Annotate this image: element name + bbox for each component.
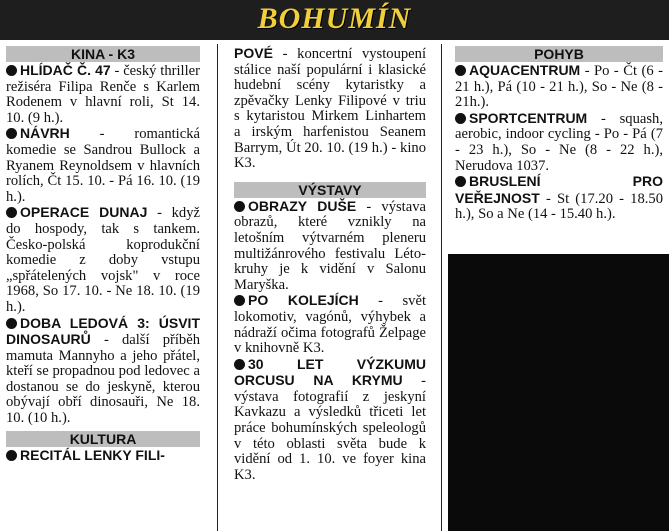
list-item	[6, 63, 200, 126]
list-item	[6, 126, 200, 205]
bullet-icon	[234, 359, 245, 370]
list-item	[455, 111, 663, 174]
item-title: RECITÁL LENKY FILI-	[20, 446, 165, 463]
bullet-icon	[6, 65, 17, 76]
item-title: DOBA LEDOVÁ 3: ÚSVIT DINOSAURŮ	[6, 314, 200, 348]
item-title: PO KOLEJÍCH	[248, 292, 359, 309]
list-item	[234, 293, 426, 356]
bullet-icon	[6, 207, 17, 218]
masthead	[0, 0, 669, 40]
item-text: - výstava fotografií z jeskyní Kavkazu a výsledků třiceti let práce bohumínských speleologů v této oblasti světa bude k vidění od 1. 10. ve foyer kina K3.	[234, 373, 426, 483]
item-title: NÁVRH	[20, 125, 70, 142]
redacted-area	[448, 254, 669, 531]
list-item	[455, 63, 663, 111]
bullet-icon	[455, 176, 466, 187]
bullet-icon	[6, 128, 17, 139]
column-divider	[441, 44, 442, 531]
list-item	[234, 199, 426, 294]
item-text: - koncertní vystoupení stálice naší populární i klasické hudební scény kytaristky a zpěvačky Lenky Filipové v triu s kytaristou Mirkem Linhartem a irským harfenistou Seanem Barrym, Út 20. 10. (19 h.) - kino K3.	[234, 46, 426, 172]
bullet-icon	[234, 295, 245, 306]
item-text: - svět lokomotiv, vagónů, výhybek a nádraží očima fotografů Želpage v knihovně K3.	[234, 293, 426, 357]
section-heading-kina: KINA - K3	[6, 46, 200, 62]
section-heading-pohyb: POHYB	[455, 46, 663, 62]
item-text: - když do hospody, tak s tankem. Česko-polská koprodukční komedie z doby vstupu „spřátelených vojsk" v roce 1968, So 17. 10. - Ne 18. 10. (19 h.).	[6, 205, 200, 315]
item-text: - další příběh mamuta Mannyho a jeho přátel, kteří se propadnou pod ledovec a dostanou se do jeskyně, kterou obývají obří dinosauři, Ne 18. 10. (10 h.).	[6, 332, 200, 427]
bullet-icon	[455, 65, 466, 76]
column-middle	[234, 46, 426, 483]
item-title: AQUACENTRUM	[469, 62, 581, 78]
item-text: - squash, aerobic, indoor cycling - Po - Pá (7 - 23 h.), So - Ne (8 - 22 h.), Nerudova 1037.	[455, 110, 663, 174]
column-kina	[6, 46, 200, 464]
item-text: - romantická komedie se Sandrou Bullock a Ryanem Reynoldsem v hlavních rolích, Čt 15. 10. - Pá 16. 10. (19 h.).	[6, 126, 200, 205]
list-item	[234, 46, 426, 172]
column-pohyb	[455, 46, 663, 223]
bullet-icon	[6, 318, 17, 329]
item-title: 30 LET VÝZKUMU ORCUSU NA KRYMU	[234, 355, 426, 389]
item-title: OBRAZY DUŠE	[248, 197, 357, 214]
list-item	[6, 448, 200, 465]
item-title: OPERACE DUNAJ	[20, 204, 148, 221]
item-text: - St (17.20 - 18.50 h.), So a Ne (14 - 15.40 h.).	[455, 190, 663, 223]
item-text: - výstava obrazů, které vznikly na letošním výtvarném pleneru multižánrového festivalu Léto-kruhy je k vidění v Salonu Maryška.	[234, 198, 426, 293]
item-title: SPORTCENTRUM	[469, 109, 588, 126]
page-title: BOHUMÍN	[257, 2, 412, 35]
list-item	[234, 357, 426, 484]
list-item	[455, 174, 663, 223]
item-title: HLÍDAČ Č. 47	[20, 62, 111, 78]
item-text: - Po - Čt (6 - 21 h.), Pá (10 - 21 h.), So - Ne (8 - 21h.).	[455, 63, 663, 111]
section-heading-vystavy: VÝSTAVY	[234, 182, 426, 198]
bullet-icon	[455, 113, 466, 124]
column-divider	[217, 44, 218, 531]
bullet-icon	[234, 201, 245, 212]
list-item	[6, 316, 200, 427]
item-text: - český thriller režiséra Filipa Renče s Karlem Rodenem v hlavní roli, St 14. 10. (9 h.).	[6, 63, 200, 126]
list-item	[6, 205, 200, 315]
bullet-icon	[6, 450, 17, 461]
item-title: BRUSLENÍ PRO VEŘEJNOST	[455, 173, 663, 206]
section-heading-kultura: KULTURA	[6, 431, 200, 447]
item-title: POVÉ	[234, 45, 273, 61]
